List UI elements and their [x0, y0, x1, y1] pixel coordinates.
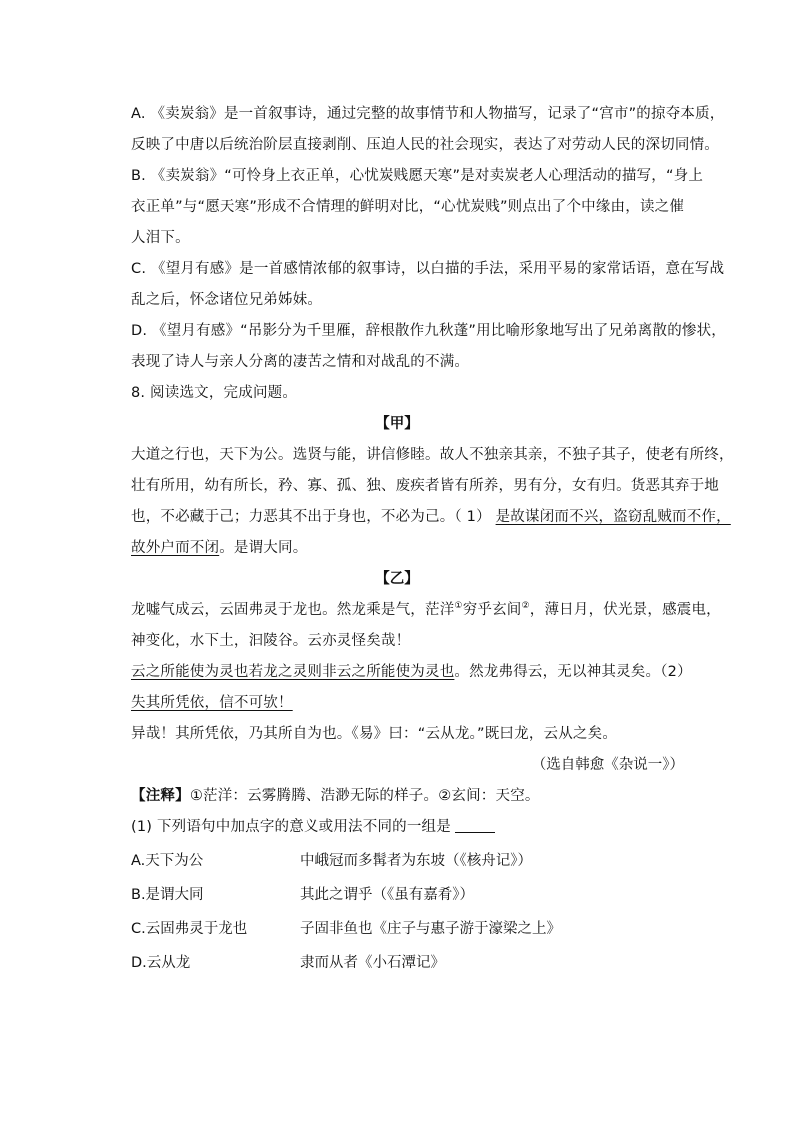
pair-a-left: A.天下为公	[131, 853, 204, 869]
option-c-line-2: 乱之后，怀念诸位兄弟姊妹。	[131, 292, 323, 308]
passage-yi-line-4	[131, 693, 293, 713]
pair-a-right: 中峨冠而多髯者为东坡（《核舟记》）	[300, 853, 532, 869]
underlined-sentence-1: 是故谋闭而不兴，盗窃乱贼而不作，	[495, 509, 731, 525]
answer-blank[interactable]	[455, 818, 495, 833]
yi-line-1-part-b: 穷乎玄间	[462, 602, 522, 618]
option-b-line-3: 人泪下。	[131, 230, 190, 246]
option-c-line-1: C. 《望月有感》是一首感情浓郁的叙事诗，以白描的手法，采用平易的家常话语，意在写战	[131, 261, 725, 277]
passage-yi-line-1	[131, 600, 721, 620]
passage-jia-line-4-tail: 。是谓大同。	[219, 540, 308, 556]
sub-question-1-text: (1) 下列语句中加点字的意义或用法不同的一组是	[131, 819, 451, 835]
pair-d-left: D.云从龙	[131, 955, 191, 971]
underlined-sentence-2: 云之所能使为灵也若龙之灵则非云之所能使为灵也	[131, 664, 455, 680]
question-8-stem: 8. 阅读选文，完成问题。	[131, 385, 298, 401]
underlined-sentence-2-cont: 失其所凭依，信不可欤！	[131, 695, 293, 711]
pair-b-left: B.是谓大同	[131, 887, 204, 903]
underlined-sentence-1-cont: 故外户而不闭	[131, 540, 220, 556]
option-a-line-2: 反映了中唐以后统治阶层直接剥削、压迫人民的社会现实，表达了对劳动人民的深切同情。	[131, 137, 719, 153]
annotation-text: ①茫洋：云雾腾腾、浩渺无际的样子。②玄间：天空。	[189, 788, 540, 804]
passage-source: （选自韩愈《杂说一》）	[531, 757, 684, 773]
option-b-line-2: 衣正单”与“愿天寒”形成不合情理的鲜明对比，“心忧炭贱”则点出了个中缘由，读之催	[131, 199, 685, 215]
passage-jia-line-4	[131, 538, 307, 558]
footnote-marker-2: ②	[521, 601, 530, 611]
annotation-label: 【注释】	[131, 788, 190, 804]
pair-d-right: 隶而从者《小石潭记》	[300, 955, 445, 971]
passage-yi-line-3	[131, 662, 692, 682]
passage-jia-line-3-text: 也，不必藏于己；力恶其不出于身也，不必为己。（ 1）	[131, 509, 496, 525]
passage-jia-line-1: 大道之行也，天下为公。选贤与能，讲信修睦。故人不独亲其亲，不独子其子，使老有所终，	[131, 447, 734, 463]
passage-yi-line-2: 神变化，水下土，汩陵谷。云亦灵怪矣哉！	[131, 633, 411, 649]
passage-jia-line-3	[131, 507, 731, 527]
yi-line-1-part-c: ，薄日月，伏光景，感震电，	[529, 602, 721, 618]
passage-yi-line-3-tail: 。然龙弗得云，无以神其灵矣。（2）	[454, 664, 692, 680]
footnote-marker-1: ①	[454, 601, 463, 611]
annotation-note	[131, 786, 540, 806]
sub-question-1-stem	[131, 817, 495, 837]
pair-c-left: C.云固弗灵于龙也	[131, 921, 248, 937]
option-d-line-2: 表现了诗人与亲人分离的凄苦之情和对战乱的不满。	[131, 354, 470, 370]
yi-line-1-part-a: 龙嘘气成云，云固弗灵于龙也。然龙乘是气，茫洋	[131, 602, 455, 618]
pair-c-right: 子固非鱼也《庄子与惠子游于濠梁之上》	[300, 921, 561, 937]
option-b-line-1: B. 《卖炭翁》“可怜身上衣正单，心忧炭贱愿天寒”是对卖炭老人心理活动的描写，“身上	[131, 168, 704, 184]
option-d-line-1: D. 《望月有感》“吊影分为千里雁，辞根散作九秋蓬”用比喻形象地写出了兄弟离散的惨状，	[131, 323, 727, 339]
option-a-line-1: A. 《卖炭翁》是一首叙事诗，通过完整的故事情节和人物描写，记录了“宫市”的掠夺本质，	[131, 106, 725, 122]
passage-yi-line-5: 异哉！其所凭依，乃其所自为也。《易》曰：“云从龙。”既曰龙，云从之矣。	[131, 726, 618, 742]
passage-jia-title: 【甲】	[375, 416, 419, 432]
pair-b-right: 其此之谓乎（《虽有嘉肴》）	[300, 887, 474, 903]
passage-yi-title: 【乙】	[375, 571, 419, 587]
passage-jia-line-2: 壮有所用，幼有所长，矜、寡、孤、独、废疾者皆有所养，男有分，女有归。货恶其弃于地	[131, 478, 719, 494]
